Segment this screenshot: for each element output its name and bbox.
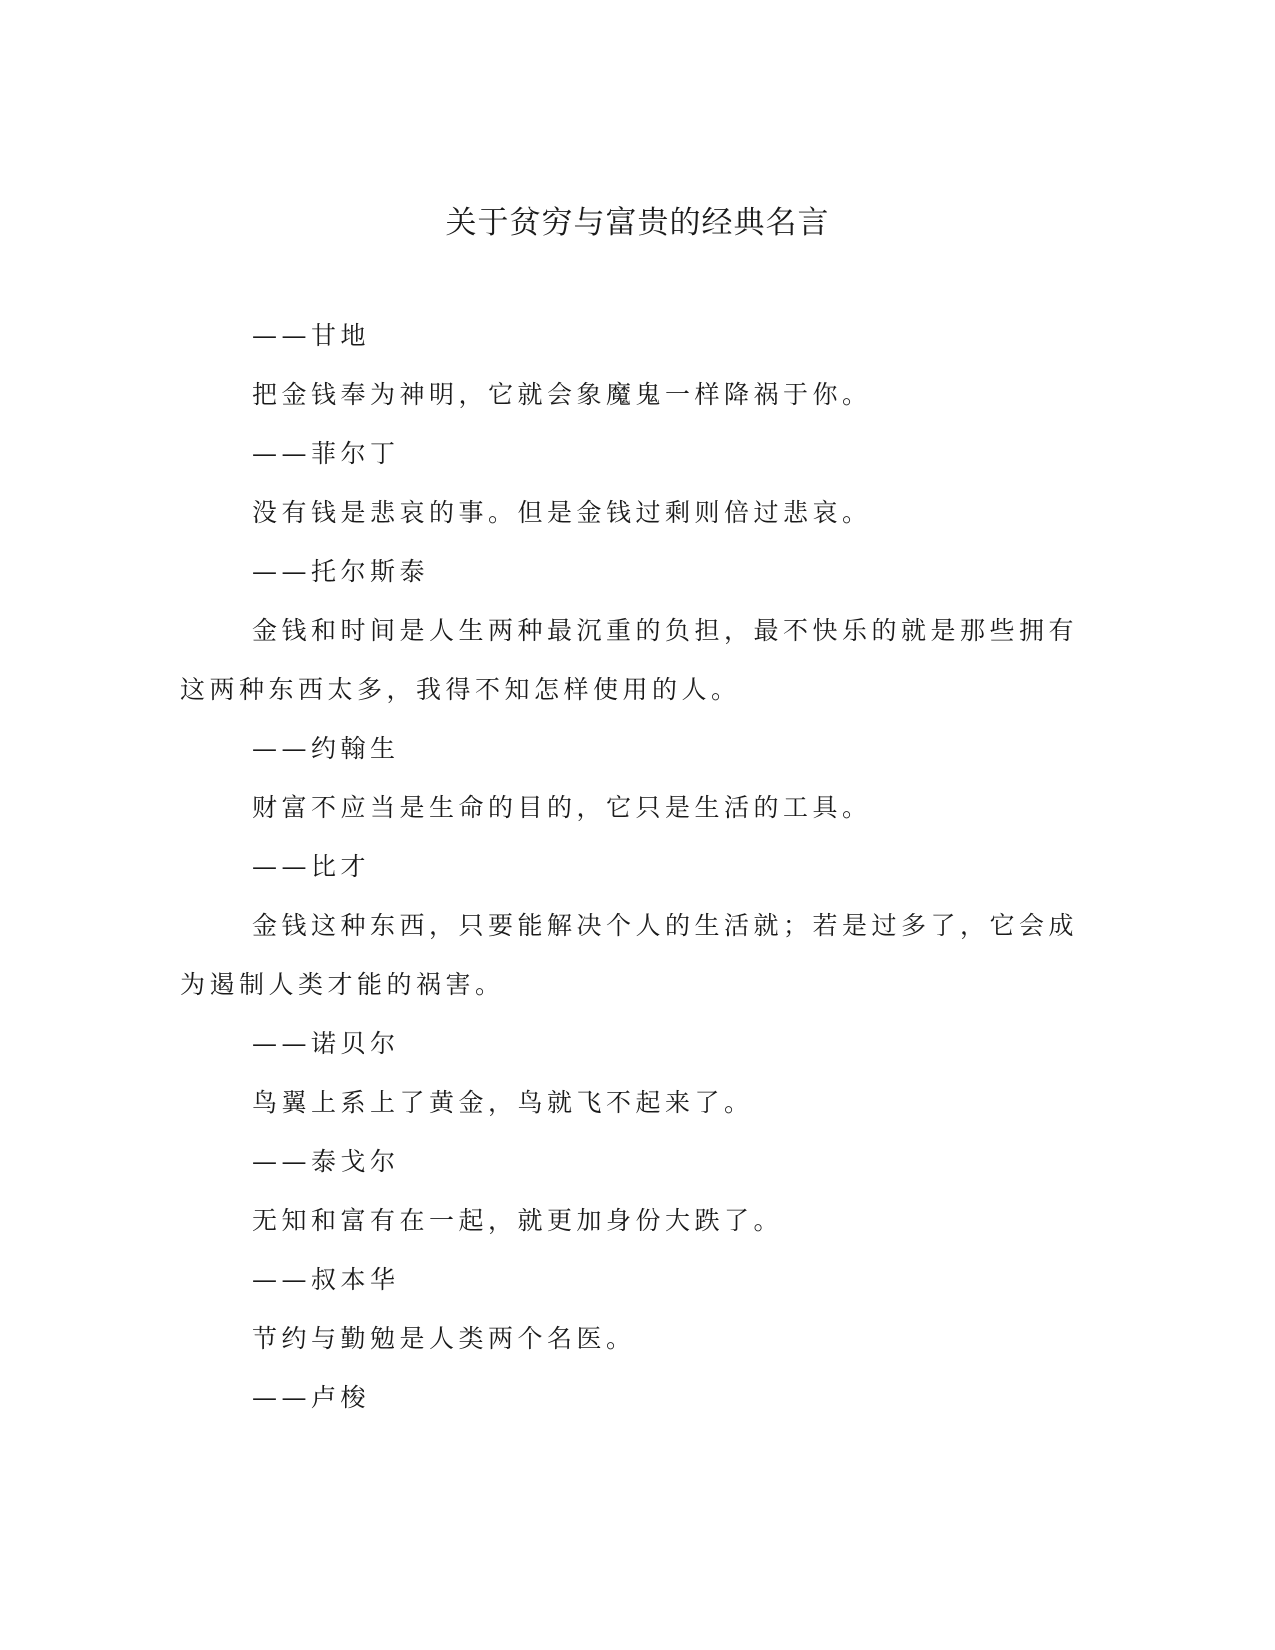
quote-text: 无知和富有在一起，就更加身份大跌了。 <box>252 1206 784 1235</box>
quote-attribution: ——比才 <box>252 852 371 881</box>
quote-attribution: ——菲尔丁 <box>252 439 400 468</box>
quote-text-continuation: 这两种东西太多，我得不知怎样使用的人。 <box>180 675 741 704</box>
quote-attribution: ——甘地 <box>252 321 371 350</box>
quote-text: 节约与勤勉是人类两个名医。 <box>252 1324 636 1353</box>
quote-text: 把金钱奉为神明，它就会象魔鬼一样降祸于你。 <box>252 380 872 409</box>
quote-text: 金钱这种东西，只要能解决个人的生活就；若是过多了，它会成 <box>252 911 1079 940</box>
quote-text-continuation: 为遏制人类才能的祸害。 <box>180 970 505 999</box>
quote-text: 金钱和时间是人生两种最沉重的负担，最不快乐的就是那些拥有 <box>252 616 1079 645</box>
quote-attribution: ——卢梭 <box>252 1383 371 1412</box>
quote-attribution: ——托尔斯泰 <box>252 557 430 586</box>
quote-attribution: ——约翰生 <box>252 734 400 763</box>
quote-attribution: ——泰戈尔 <box>252 1147 400 1176</box>
quote-text: 没有钱是悲哀的事。但是金钱过剩则倍过悲哀。 <box>252 498 872 527</box>
quote-attribution: ——诺贝尔 <box>252 1029 400 1058</box>
quote-attribution: ——叔本华 <box>252 1265 400 1294</box>
page-title: 关于贫穷与富贵的经典名言 <box>445 205 830 241</box>
quote-text: 鸟翼上系上了黄金，鸟就飞不起来了。 <box>252 1088 754 1117</box>
quote-text: 财富不应当是生命的目的，它只是生活的工具。 <box>252 793 872 822</box>
